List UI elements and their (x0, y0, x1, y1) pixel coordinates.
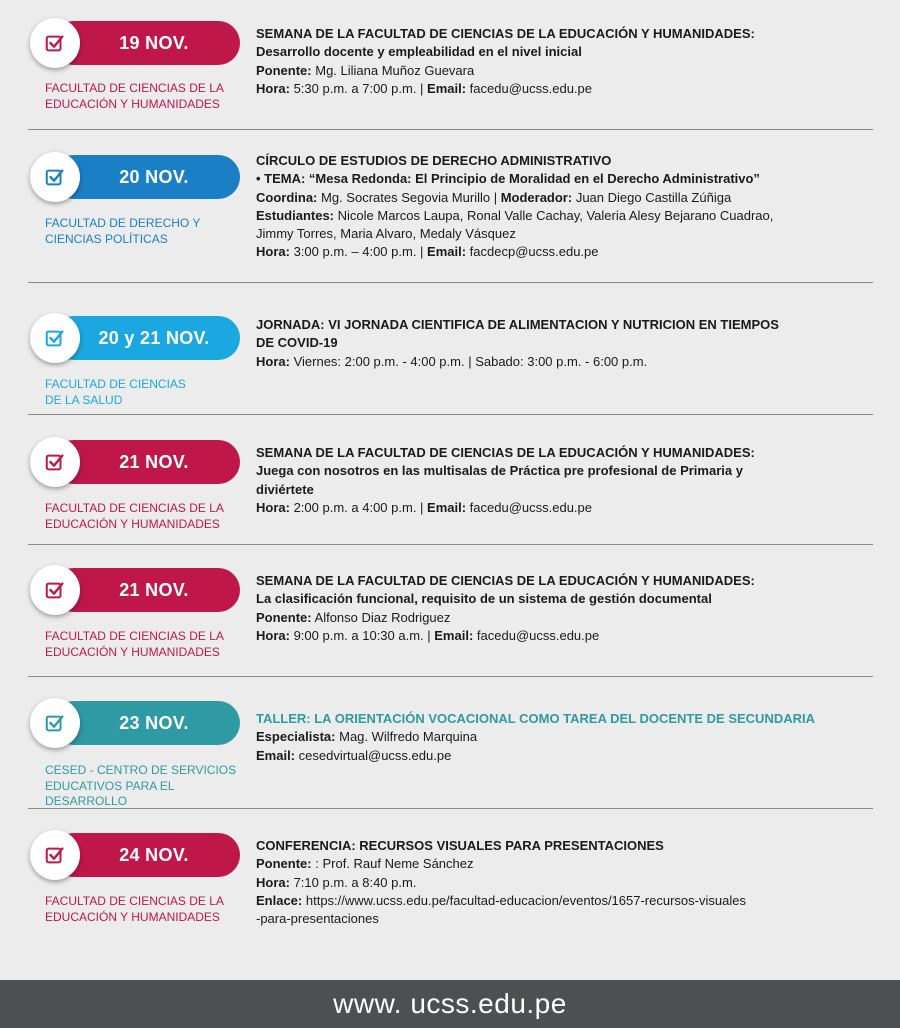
date-label: 21 NOV. (52, 440, 240, 484)
date-label: 23 NOV. (52, 701, 240, 745)
date-label: 19 NOV. (52, 21, 240, 65)
divider (28, 808, 873, 809)
time: 7:10 p.m. a 8:40 p.m. (293, 874, 417, 890)
footer-website[interactable]: www. ucss.edu.pe (0, 980, 900, 1028)
divider (28, 676, 873, 677)
date-badge (30, 313, 240, 363)
date-badge (30, 698, 240, 748)
checkbox-icon (30, 565, 80, 615)
speaker: Alfonso Diaz Rodriguez (314, 609, 451, 625)
time: Viernes: 2:00 p.m. - 4:00 p.m. | Sabado: 3:00 p.m. - 6:00 p.m. (293, 353, 648, 369)
date-label: 20 y 21 NOV. (52, 316, 240, 360)
event-link-cont[interactable]: -para-presentaciones (256, 911, 379, 927)
date-label: 20 NOV. (52, 155, 240, 199)
divider (28, 282, 873, 283)
event-title: SEMANA DE LA FACULTAD DE CIENCIAS DE LA EDUCACIÓN Y HUMANIDADES: (256, 445, 755, 460)
date-badge (30, 152, 240, 202)
event-details: SEMANA DE LA FACULTAD DE CIENCIAS DE LA EDUCACIÓN Y HUMANIDADES: Desarrollo docente y empleabilidad en el nivel inicial Ponente: Mg. Liliana Muñoz Guevara Hora: 5:30 p.m. a 7:00 p.m. | Email: facedu@ucss.edu.pe (256, 25, 816, 98)
email-link[interactable]: facedu@ucss.edu.pe (469, 499, 593, 515)
faculty-name: FACULTAD DE CIENCIAS DE LA EDUCACIÓN Y HUMANIDADES (45, 894, 224, 924)
email-link[interactable]: facdecp@ucss.edu.pe (469, 244, 599, 260)
event-title: CÍRCULO DE ESTUDIOS DE DERECHO ADMINISTRATIVO (256, 153, 612, 168)
event-link[interactable]: https://www.ucss.edu.pe/facultad-educacion/eventos/1657-recursos-visuales (305, 892, 746, 908)
date-badge (30, 830, 240, 880)
checkbox-icon (30, 830, 80, 880)
faculty-name: FACULTAD DE CIENCIAS DE LA EDUCACIÓN Y HUMANIDADES (45, 501, 224, 531)
date-badge (30, 565, 240, 615)
event-title: CONFERENCIA: RECURSOS VISUALES PARA PRESENTACIONES (256, 838, 664, 853)
faculty-name: FACULTAD DE CIENCIAS DE LA EDUCACIÓN Y HUMANIDADES (45, 629, 224, 659)
event-title: JORNADA: VI JORNADA CIENTIFICA DE ALIMENTACION Y NUTRICION EN TIEMPOS (256, 317, 779, 332)
date-badge (30, 18, 240, 68)
event-details: SEMANA DE LA FACULTAD DE CIENCIAS DE LA EDUCACIÓN Y HUMANIDADES: La clasificación funcional, requisito de un sistema de gestión documental Ponente: Alfonso Diaz Rodriguez Hora: 9:00 p.m. a 10:30 a.m. | Email: facedu@ucss.edu.pe (256, 572, 816, 645)
faculty-name: CESED - CENTRO DE SERVICIOS EDUCATIVOS PARA EL DESARROLLO (45, 763, 237, 808)
faculty-name: FACULTAD DE CIENCIAS DE LA EDUCACIÓN Y HUMANIDADES (45, 81, 224, 111)
time: 2:00 p.m. a 4:00 p.m. | (293, 499, 428, 515)
email-link[interactable]: facedu@ucss.edu.pe (469, 80, 593, 96)
email-link[interactable]: cesedvirtual@ucss.edu.pe (298, 747, 452, 763)
event-details: CONFERENCIA: RECURSOS VISUALES PARA PRESENTACIONES Ponente: : Prof. Rauf Neme Sánchez Hora: 7:10 p.m. a 8:40 p.m. Enlace: https://www.ucss.edu.pe/facultad-educacion/eventos/1657-recursos-visuales -para-presentaciones (256, 837, 816, 928)
specialist: Mag. Wilfredo Marquina (339, 729, 478, 745)
event-topic: • TEMA: “Mesa Redonda: El Principio de Moralidad en el Derecho Administrativo” (256, 171, 760, 187)
divider (28, 129, 873, 130)
checkbox-icon (30, 698, 80, 748)
divider (28, 414, 873, 415)
email-link[interactable]: facedu@ucss.edu.pe (476, 627, 600, 643)
event-details: CÍRCULO DE ESTUDIOS DE DERECHO ADMINISTRATIVO • TEMA: “Mesa Redonda: El Principio de Moralidad en el Derecho Administrativo” Coordina: Mg. Socrates Segovia Murillo | Moderador: Juan Diego Castilla Zúñiga Estudiantes: Nicole Marcos Laupa, Ronal Valle Cachay, Valeria Alesy Bejarano Cuadrao, Jimmy Torres, Maria Alvaro, Medaly Vásquez Hora: 3:00 p.m. – 4:00 p.m. | Email: facdecp@ucss.edu.pe (256, 152, 816, 262)
checkbox-icon (30, 313, 80, 363)
time: 3:00 p.m. – 4:00 p.m. | (293, 244, 428, 260)
speaker: : Prof. Rauf Neme Sánchez (315, 856, 474, 872)
time: 5:30 p.m. a 7:00 p.m. | (293, 80, 428, 96)
date-label: 21 NOV. (52, 568, 240, 612)
event-details: JORNADA: VI JORNADA CIENTIFICA DE ALIMENTACION Y NUTRICION EN TIEMPOS DE COVID-19 Hora: Viernes: 2:00 p.m. - 4:00 p.m. | Sabado: 3:00 p.m. - 6:00 p.m. (256, 316, 816, 371)
divider (28, 544, 873, 545)
date-label: 24 NOV. (52, 833, 240, 877)
checkbox-icon (30, 437, 80, 487)
event-title: TALLER: LA ORIENTACIÓN VOCACIONAL COMO TAREA DEL DOCENTE DE SECUNDARIA (256, 711, 815, 726)
event-details: SEMANA DE LA FACULTAD DE CIENCIAS DE LA EDUCACIÓN Y HUMANIDADES: Juega con nosotros en las multisalas de Práctica pre profesional de Primaria y diviértete Hora: 2:00 p.m. a 4:00 p.m. | Email: facedu@ucss.edu.pe (256, 444, 816, 517)
checkbox-icon (30, 152, 80, 202)
date-badge (30, 437, 240, 487)
faculty-name: FACULTAD DE DERECHO Y CIENCIAS POLÍTICAS (45, 216, 201, 246)
speaker: Mg. Liliana Muñoz Guevara (315, 62, 475, 78)
checkbox-icon (30, 18, 80, 68)
time: 9:00 p.m. a 10:30 a.m. | (293, 627, 435, 643)
event-details: TALLER: LA ORIENTACIÓN VOCACIONAL COMO TAREA DEL DOCENTE DE SECUNDARIA Especialista: Mag. Wilfredo Marquina Email: cesedvirtual@ucss.edu.pe (256, 711, 815, 763)
event-subtitle: Desarrollo docente y empleabilidad en el nivel inicial (256, 44, 582, 60)
event-title: SEMANA DE LA FACULTAD DE CIENCIAS DE LA EDUCACIÓN Y HUMANIDADES: (256, 573, 755, 588)
event-title: SEMANA DE LA FACULTAD DE CIENCIAS DE LA EDUCACIÓN Y HUMANIDADES: (256, 26, 755, 41)
faculty-name: FACULTAD DE CIENCIAS DE LA SALUD (45, 377, 186, 407)
